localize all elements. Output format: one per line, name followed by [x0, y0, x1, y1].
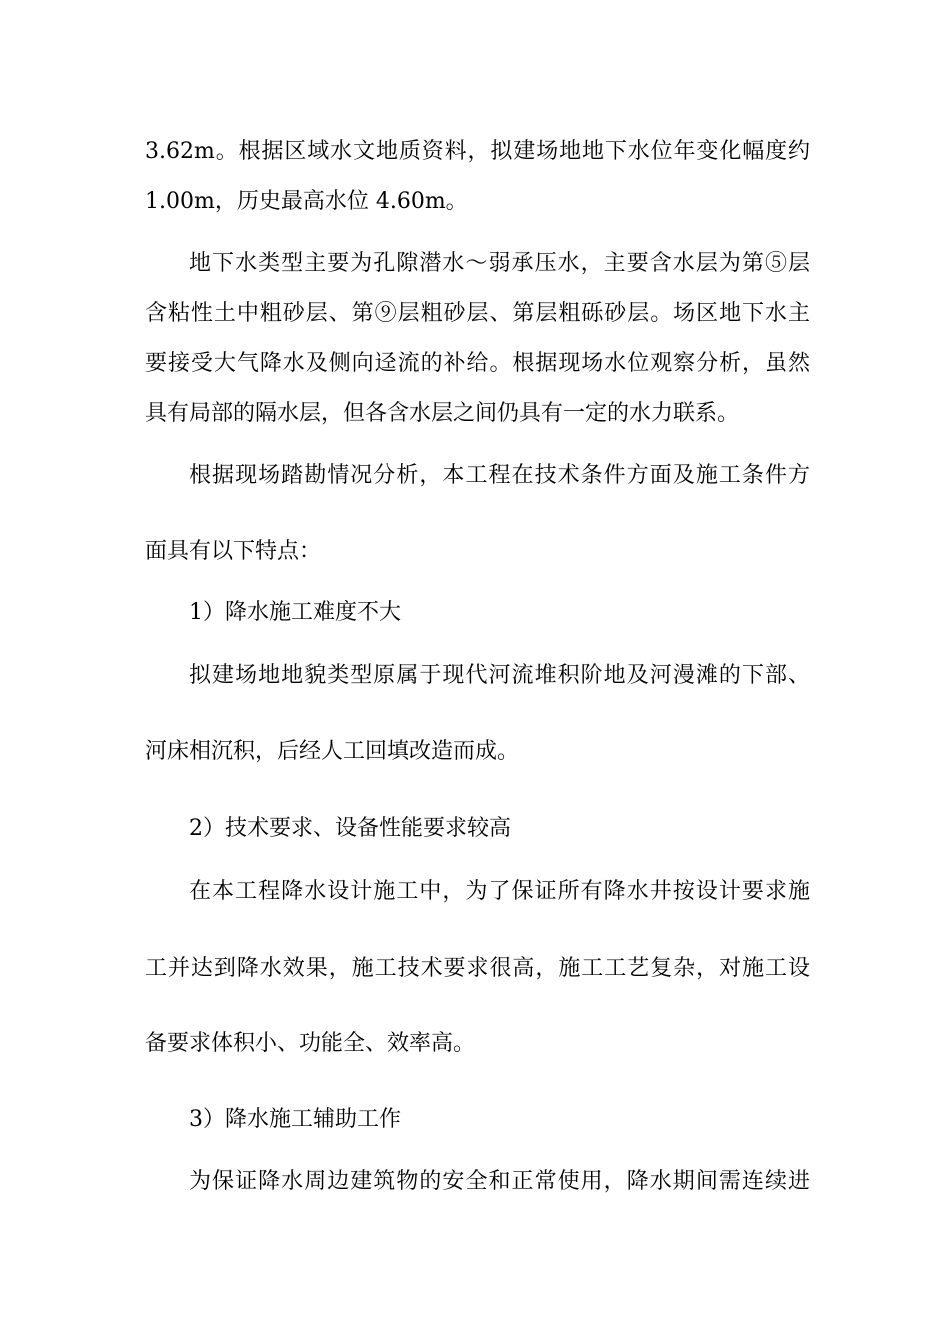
text-line: 拟建场地地貌类型原属于现代河流堆积阶地及河漫滩的下部、 [189, 663, 810, 688]
text-line: 3.62m。根据区域水文地质资料，拟建场地地下水位年变化幅度约 [145, 139, 810, 164]
list-heading: 1）降水施工难度不大 [189, 600, 401, 625]
text-line: 工并达到降水效果，施工技术要求很高，施工工艺复杂，对施工设 [145, 956, 810, 981]
text-line: 河床相沉积，后经人工回填改造而成。 [145, 739, 520, 764]
text-line: 在本工程降水设计施工中，为了保证所有降水井按设计要求施 [189, 879, 810, 904]
text-line: 为保证降水周边建筑物的安全和正常使用，降水期间需连续进 [189, 1169, 810, 1194]
list-heading: 2）技术要求、设备性能要求较高 [189, 816, 511, 841]
text-line: 具有局部的隔水层，但各含水层之间仍具有一定的水力联系。 [145, 401, 740, 426]
text-line: 备要求体积小、功能全、效率高。 [145, 1031, 476, 1056]
text-line: 要接受大气降水及侧向迳流的补给。根据现场水位观察分析，虽然 [145, 351, 810, 376]
text-line: 地下水类型主要为孔隙潜水～弱承压水，主要含水层为第⑤层 [189, 251, 810, 276]
text-line: 1.00m，历史最高水位 4.60m。 [145, 189, 468, 214]
text-line: 根据现场踏勘情况分析，本工程在技术条件方面及施工条件方 [189, 463, 810, 488]
text-line: 含粘性土中粗砂层、第⑨层粗砂层、第层粗砾砂层。场区地下水主 [145, 301, 810, 326]
text-line: 面具有以下特点： [145, 539, 322, 564]
list-heading: 3）降水施工辅助工作 [189, 1107, 401, 1132]
